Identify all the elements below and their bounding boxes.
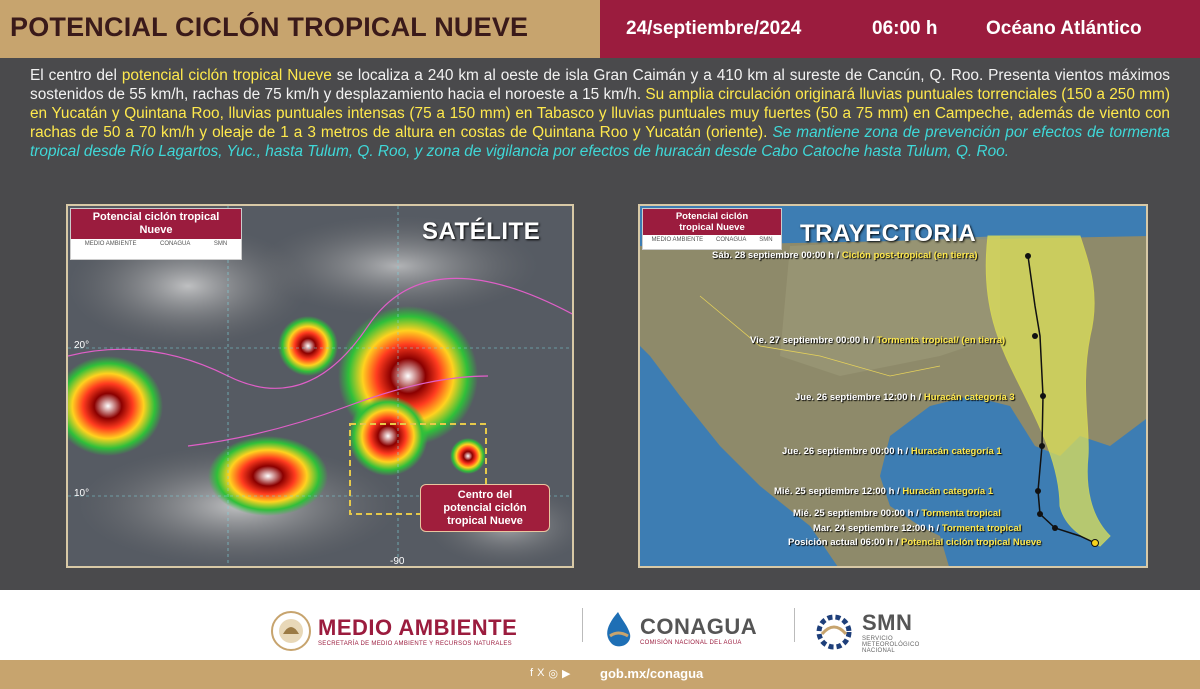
footer-logos bbox=[0, 590, 1200, 660]
satellite-tag-title: Potencial ciclón tropical Nueve bbox=[71, 209, 241, 239]
lat-10-label: 10° bbox=[74, 488, 90, 499]
date-label: 24/septiembre/2024 bbox=[626, 18, 802, 39]
bulletin-position: se localiza a 240 km al oeste de isla Gran Caimán y a 410 km al sureste de Cancún, Q. Roo. Presenta vientos máximos sostenidos de 55 km/h, rachas de 75 km/h y desplazamiento hacia el noroeste a 15 km/h. bbox=[30, 67, 1170, 103]
bulletin-intro: El centro del bbox=[30, 67, 122, 84]
track-point-label: Mar. 24 septiembre 12:00 h / Tormenta tropical bbox=[813, 523, 1022, 534]
water-drop-icon bbox=[600, 610, 636, 650]
lat-20-label: 20° bbox=[74, 340, 90, 351]
title-box bbox=[0, 0, 600, 58]
youtube-icon[interactable]: ▶ bbox=[562, 668, 571, 680]
logo-smn: SMN bbox=[213, 241, 228, 247]
lon-90-label: -90 bbox=[390, 556, 405, 567]
trajectory-tag-title: Potencial ciclón tropical Nueve bbox=[643, 209, 781, 235]
trajectory-tag bbox=[642, 208, 782, 250]
satellite-tag bbox=[70, 208, 242, 260]
x-icon[interactable]: X bbox=[537, 667, 545, 679]
satellite-panel bbox=[66, 204, 574, 568]
bulletin-storm-name: potencial ciclón tropical Nueve bbox=[121, 67, 332, 84]
bulletin-rain-warning: Su amplia circulación originará lluvias puntuales torrenciales (150 a 250 mm) en Yucatán y Quintana Roo, lluvias puntuales intensas (75 a 150 mm) en Tabasco y lluvias puntuales muy fuertes (50 a 75 mm) en Campeche, además de viento con rachas de 50 a 70 km/h y oleaje de 1 a 3 metros de altura en costas de Quintana Roo y Yucatán (oriente). bbox=[30, 86, 1170, 141]
conagua-logo: CONAGUA COMISIÓN NACIONAL DEL AGUA bbox=[600, 610, 757, 650]
bulletin-watch-zone: Se mantiene zona de prevención por efectos de tormenta tropical desde Río Lagartos, Yuc., hasta Tulum, Q. Roo, y zona de vigilancia por efectos de huracán desde Cabo Catoche hasta Tulum, Q. Roo. bbox=[30, 124, 1170, 160]
track-point-label: Jue. 26 septiembre 00:00 h / Huracán categoría 1 bbox=[782, 446, 1002, 457]
bulletin-text bbox=[30, 66, 1170, 161]
social-icons bbox=[530, 667, 570, 680]
logo-conagua: CONAGUA bbox=[716, 237, 747, 243]
coat-of-arms-icon bbox=[270, 610, 312, 652]
logo-smn: SMN bbox=[759, 237, 773, 243]
track-point-label: Posición actual 06:00 h / Potencial ciclón tropical Nueve bbox=[788, 537, 1042, 548]
satellite-label: SATÉLITE bbox=[422, 218, 541, 245]
track-point-label: Vie. 27 septiembre 00:00 h / Tormenta tropical/ (en tierra) bbox=[750, 335, 1006, 346]
track-point-label: Mié. 25 septiembre 12:00 h / Huracán categoría 1 bbox=[774, 486, 994, 497]
logo-conagua: CONAGUA bbox=[159, 241, 191, 247]
gear-icon bbox=[812, 612, 856, 652]
smn-logo: SMN SERVICIO METEOROLÓGICO NACIONAL bbox=[812, 610, 920, 654]
page-title: POTENCIAL CICLÓN TROPICAL NUEVE bbox=[10, 12, 529, 42]
medio-ambiente-logo: MEDIO AMBIENTE SECRETARÍA DE MEDIO AMBIENTE Y RECURSOS NATURALES bbox=[270, 610, 517, 652]
instagram-icon[interactable]: ◎ bbox=[548, 668, 559, 680]
trajectory-panel bbox=[638, 204, 1148, 568]
storm-center-callout: Centro del potencial ciclón tropical Nueve bbox=[420, 484, 550, 532]
trajectory-label: TRAYECTORIA bbox=[800, 220, 977, 247]
website-link[interactable]: gob.mx/conagua bbox=[600, 666, 704, 681]
logo-medio-ambiente: MEDIO AMBIENTE bbox=[651, 237, 704, 243]
divider bbox=[794, 608, 795, 642]
track-point-label: Mié. 25 septiembre 00:00 h / Tormenta tropical bbox=[793, 508, 1001, 519]
satellite-tag-logos bbox=[71, 239, 241, 249]
header bbox=[0, 0, 1200, 58]
ocean-label: Océano Atlántico bbox=[986, 18, 1142, 39]
divider bbox=[582, 608, 583, 642]
track-point-label: Jue. 26 septiembre 12:00 h / Huracán categoría 3 bbox=[795, 392, 1015, 403]
time-label: 06:00 h bbox=[872, 18, 938, 39]
bottom-bar bbox=[0, 660, 1200, 689]
facebook-icon[interactable]: f bbox=[530, 667, 534, 679]
logo-medio-ambiente: MEDIO AMBIENTE bbox=[84, 241, 137, 247]
track-point-label: Sáb. 28 septiembre 00:00 h / Ciclón post-tropical (en tierra) bbox=[712, 250, 978, 261]
trajectory-tag-logos bbox=[643, 235, 781, 245]
